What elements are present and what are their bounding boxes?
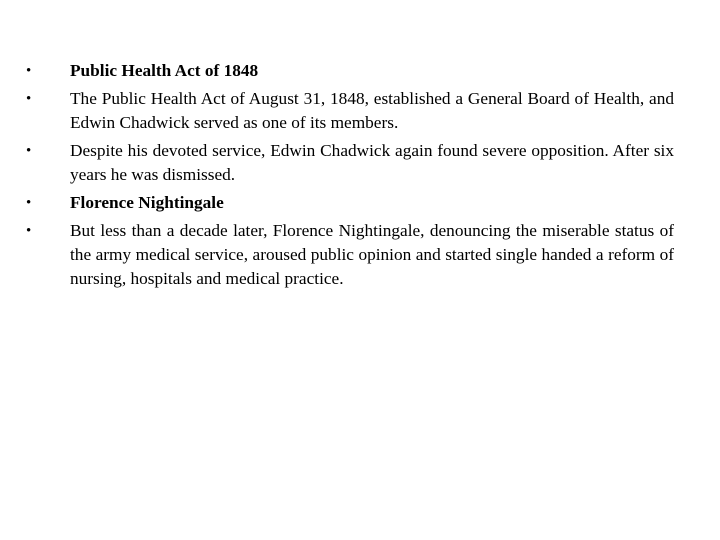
bullet-icon: •: [26, 223, 32, 239]
bullet-item-chadwick-dismissed: [26, 139, 674, 187]
bullet-item-nightingale-reform: [26, 219, 674, 291]
bullet-icon: •: [26, 143, 32, 159]
bullet-icon: •: [26, 63, 32, 79]
bullet-text: But less than a decade later, Florence Nightingale, denouncing the miserable status of the army medical service, aroused public opinion and started single handed a reform of nursing, hospitals and medical practice.: [70, 221, 674, 288]
bullet-item-heading-nightingale: [26, 191, 674, 215]
bullet-icon: •: [26, 195, 32, 211]
bullet-text: Despite his devoted service, Edwin Chadwick again found severe opposition. After six years he was dismissed.: [70, 141, 674, 184]
bullet-text: Public Health Act of 1848: [70, 61, 259, 80]
bullet-item-general-board: [26, 87, 674, 135]
bullet-icon: •: [26, 91, 32, 107]
bullet-item-heading-public-health-act: [26, 59, 674, 83]
bullet-list: [26, 59, 674, 295]
bullet-text: The Public Health Act of August 31, 1848, established a General Board of Health, and Edwin Chadwick served as one of its members.: [70, 89, 674, 132]
bullet-text: Florence Nightingale: [70, 193, 224, 212]
